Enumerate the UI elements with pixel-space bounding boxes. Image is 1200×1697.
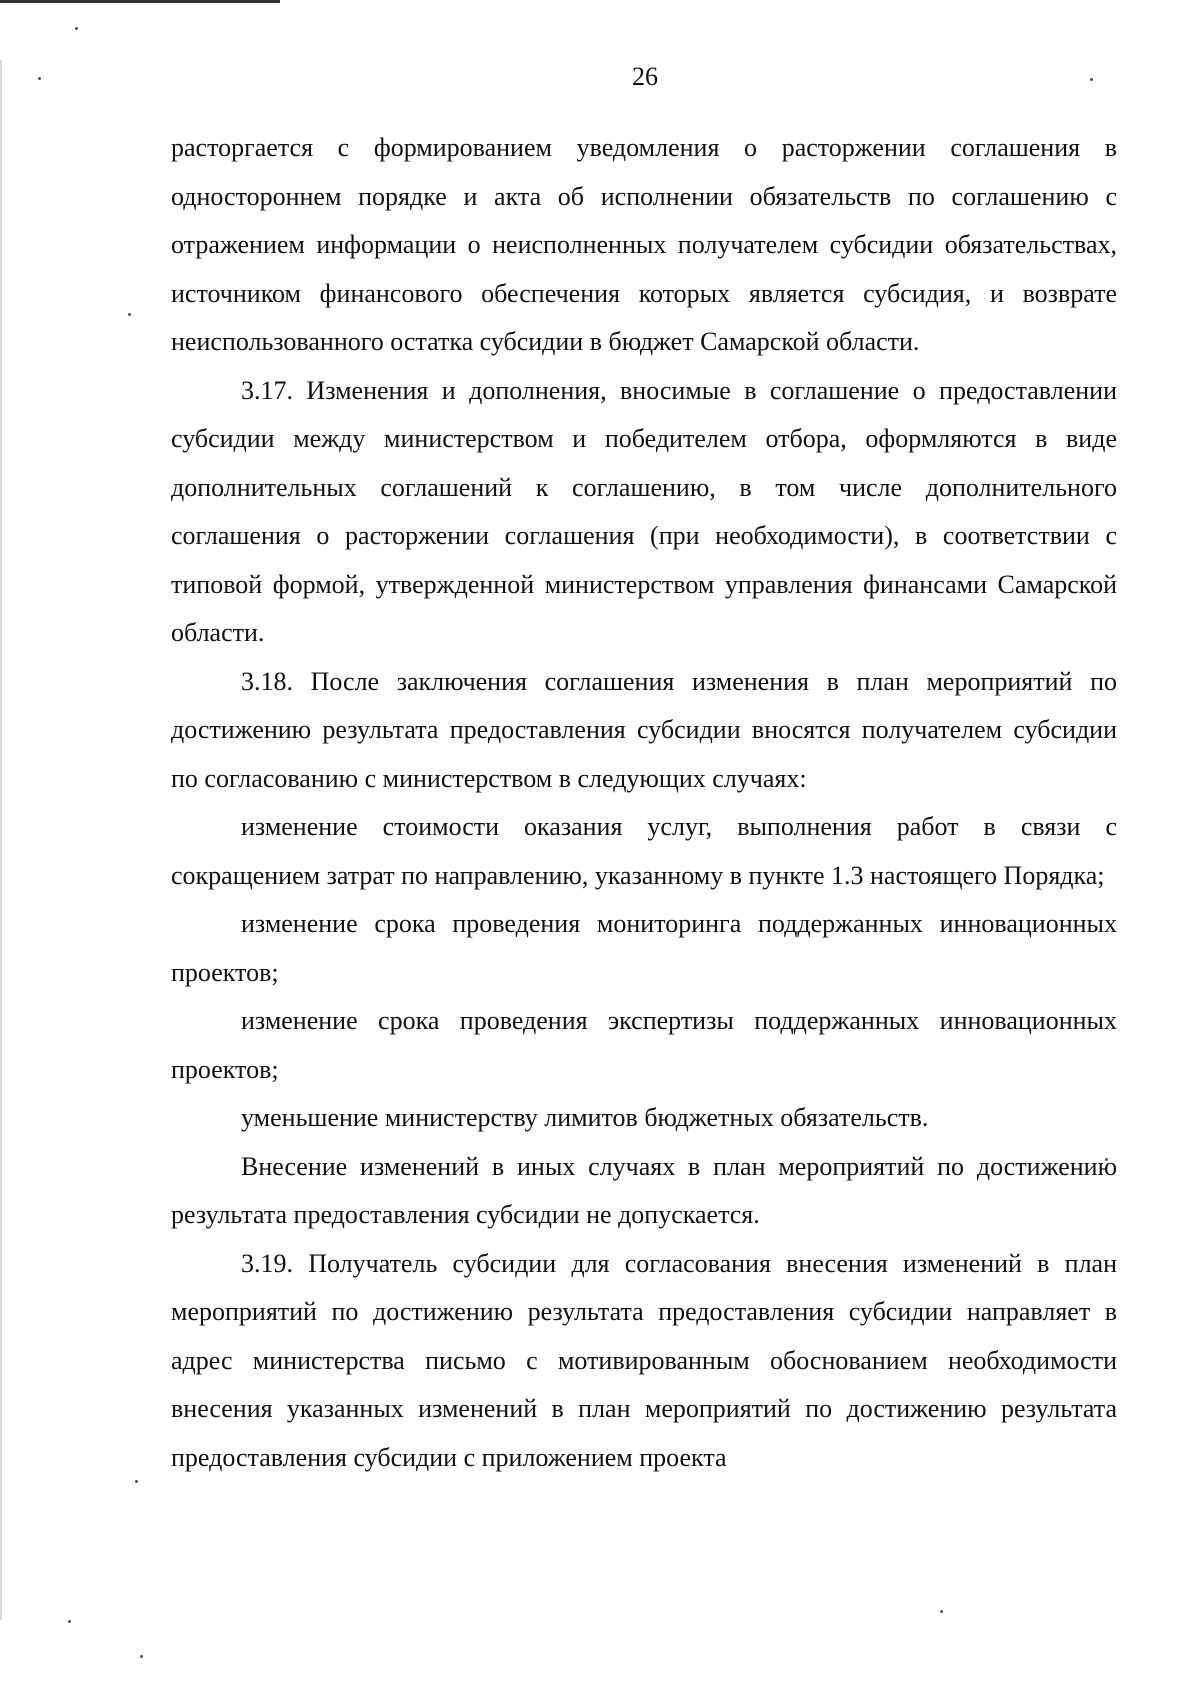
list-item-budget-limits: уменьшение министерству лимитов бюджетных обязательств. xyxy=(241,1103,929,1132)
document-body xyxy=(171,124,1117,1482)
scan-speck xyxy=(140,1655,143,1658)
scan-speck xyxy=(128,313,131,316)
paragraph-other-cases: Внесение изменений в иных случаях в план мероприятий по достижению результата предоставления субсидии не допускается. xyxy=(171,1151,1117,1229)
paragraph-3-19: 3.19. Получатель субсидии для согласования внесения изменений в план мероприятий по достижению результата предоставления субсидии направляет в адрес министерства письмо с мотивированным обоснованием необходимости внесения указанных изменений в план мероприятий по достижению результата предоставления субсидии с приложением проекта xyxy=(171,1248,1117,1472)
page-number: 26 xyxy=(632,62,658,91)
scan-edge-shadow xyxy=(0,60,2,1620)
scan-speck xyxy=(135,1480,138,1483)
list-item-cost-change: изменение стоимости оказания услуг, выполнения работ в связи с сокращением затрат по направлению, указанному в пункте 1.3 настоящего Порядка; xyxy=(171,812,1117,890)
scan-speck xyxy=(68,1620,71,1623)
scan-speck xyxy=(940,1610,943,1613)
scan-speck xyxy=(75,27,78,30)
paragraph-3-18: 3.18. После заключения соглашения изменения в план мероприятий по достижению результата предоставления субсидии вносятся получателем субсидии по согласованию с министерством в следующих случаях: xyxy=(171,666,1117,793)
list-item-expertise-term: изменение срока проведения экспертизы поддержанных инновационных проектов; xyxy=(171,1006,1117,1084)
paragraph-continuation: расторгается с формированием уведомления о расторжении соглашения в одностороннем порядке и акта об исполнении обязательств по соглашению с отражением информации о неисполненных получателем субсидии обязательствах, источником финансового обеспечения которых является субсидия, и возврате неиспользованного остатка субсидии в бюджет Самарской области. xyxy=(171,133,1117,356)
list-item-monitoring-term: изменение срока проведения мониторинга поддержанных инновационных проектов; xyxy=(171,909,1117,987)
paragraph-3-17: 3.17. Изменения и дополнения, вносимые в соглашение о предоставлении субсидии между министерством и победителем отбора, оформляются в виде дополнительных соглашений к соглашению, в том числе дополнительного соглашения о расторжении соглашения (при необходимости), в соответствии с типовой формой, утвержденной министерством управления финансами Самарской области. xyxy=(171,375,1117,647)
scan-edge-mark xyxy=(0,0,280,3)
